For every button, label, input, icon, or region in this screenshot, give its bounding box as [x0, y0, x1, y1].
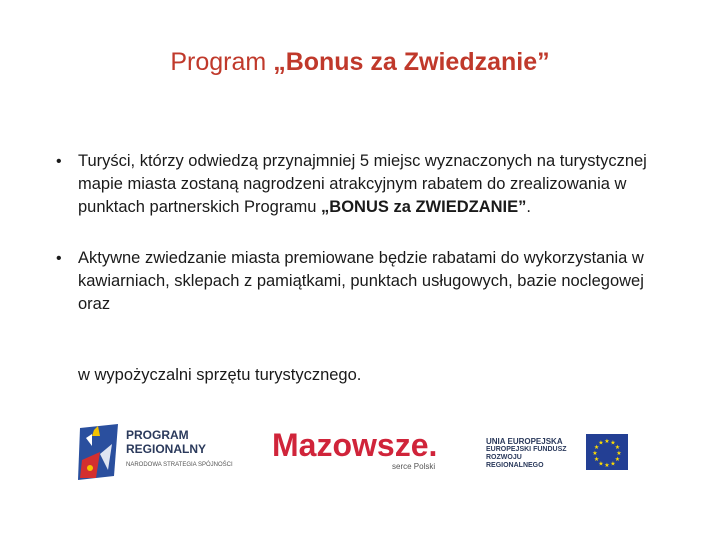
bullet-item-1	[50, 150, 650, 219]
bullet-dot-icon: •	[56, 250, 62, 267]
eu-line1: UNIA EUROPEJSKA	[486, 437, 563, 446]
program-regionalny-logo	[78, 422, 248, 482]
mazowsze-logo	[272, 426, 452, 476]
svg-text:★: ★	[592, 450, 598, 457]
eu-flag-icon	[586, 434, 628, 470]
eu-line2: EUROPEJSKI FUNDUSZ	[486, 446, 567, 453]
svg-text:★: ★	[610, 439, 616, 447]
bullet-1-end: .	[526, 198, 531, 216]
bullet-1-bold: „BONUS za ZWIEDZANIE”	[321, 198, 527, 216]
title-bold: „Bonus za Zwiedzanie”	[273, 48, 550, 76]
slide-title	[0, 48, 720, 77]
svg-text:★: ★	[604, 438, 610, 445]
svg-text:★: ★	[614, 456, 621, 463]
svg-text:★: ★	[593, 444, 600, 451]
mazowsze-name: Mazowsze.	[272, 427, 438, 463]
svg-text:★: ★	[598, 439, 604, 447]
bullet-list	[50, 150, 650, 344]
eu-line3: ROZWOJU REGIONALNEGO	[486, 454, 544, 469]
svg-text:★: ★	[598, 460, 604, 468]
bullet-2-text: Aktywne zwiedzanie miasta premiowane będzie rabatami do wykorzystania w kawiarniach, sklepach z pamiątkami, punktach usługowych, bazie noclegowej oraz	[78, 249, 644, 313]
title-prefix: Program	[170, 48, 274, 76]
eu-logo	[486, 434, 628, 472]
bullet-1-text: Turyści, którzy odwiedzą przynajmniej 5 miejsc wyznaczonych na turystycznej mapie miasta zostaną nagrodzeni atrakcyjnym rabatem do zrealizowania w punktach partnerskich Programu	[78, 152, 647, 216]
svg-text:★: ★	[593, 456, 600, 463]
svg-text:★: ★	[616, 450, 622, 457]
svg-text:★: ★	[610, 460, 616, 468]
logo-strip	[0, 418, 720, 498]
bullet-continuation: w wypożyczalni sprzętu turystycznego.	[78, 366, 362, 384]
svg-text:★: ★	[604, 462, 610, 469]
program-regionalny-flag-icon	[78, 424, 122, 480]
pr-line3: NARODOWA STRATEGIA SPÓJNOŚCI	[126, 462, 233, 468]
pr-line2: REGIONALNY	[126, 442, 207, 456]
bullet-dot-icon: •	[56, 153, 62, 170]
mazowsze-wordmark	[272, 426, 452, 466]
pr-line1: PROGRAM	[126, 428, 189, 442]
mazowsze-sub: serce Polski	[392, 462, 436, 471]
svg-text:★: ★	[614, 444, 621, 451]
bullet-item-2	[50, 247, 650, 316]
